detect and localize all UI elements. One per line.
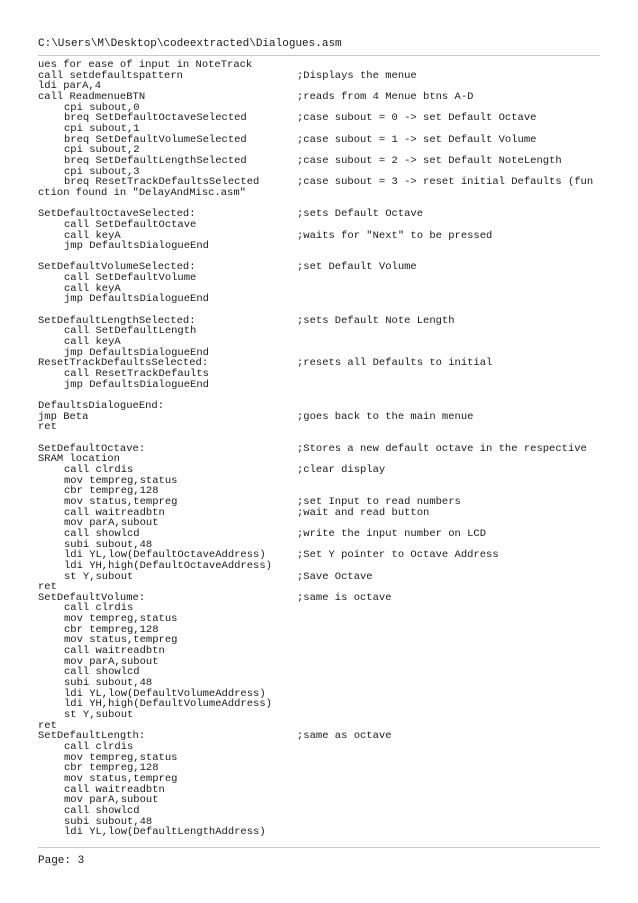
code-comment: ;case subout = 2 -> set Default NoteLength: [297, 154, 562, 167]
code-comment: ;set Default Volume: [297, 261, 417, 274]
code-comment: ;Stores a new default octave in the respective: [297, 442, 587, 455]
code-listing: [38, 60, 608, 838]
code-text: call clrdis: [64, 602, 134, 615]
code-line: [38, 241, 608, 252]
code-text: mov parA,subout: [64, 517, 159, 530]
code-text: call ReadmenueBTN: [38, 90, 146, 103]
code-text: ction found in "DelayAndMisc.asm": [38, 186, 246, 199]
code-text: ldi parA,4: [38, 80, 102, 93]
code-text: cpi subout,3: [64, 165, 140, 178]
code-comment: ;Set Y pointer to Octave Address: [297, 549, 499, 562]
code-text: SRAM location: [38, 453, 120, 466]
code-comment: ;case subout = 3 -> reset initial Defaults (fun: [297, 176, 594, 189]
code-text: call keyA: [64, 336, 121, 349]
code-text: call waitreadbtn: [64, 645, 165, 658]
code-comment: ;wait and read button: [297, 506, 430, 519]
code-text: mov parA,subout: [64, 655, 159, 668]
code-comment: ;write the input number on LCD: [297, 527, 487, 540]
code-text: call setdefaultspattern: [38, 69, 183, 82]
code-text: mov tempreg,status: [64, 613, 178, 626]
code-text: mov tempreg,status: [64, 474, 178, 487]
code-line: [38, 71, 608, 82]
code-text: breq SetDefaultVolumeSelected: [64, 133, 247, 146]
code-text: cbr tempreg,128: [64, 485, 159, 498]
code-line: [38, 412, 608, 423]
code-comment: ;goes back to the main menue: [297, 410, 474, 423]
code-line: [38, 497, 608, 508]
code-line: [38, 572, 608, 583]
code-text: DefaultsDialogueEnd:: [38, 400, 165, 412]
code-text: breq SetDefaultLengthSelected: [64, 154, 247, 167]
code-text: SetDefaultOctaveSelected:: [38, 208, 196, 221]
code-line: [38, 529, 608, 540]
code-text: mov status,tempreg: [64, 495, 178, 508]
code-comment: ;resets all Defaults to initial: [297, 357, 493, 370]
code-comment: ;case subout = 1 -> set Default Volume: [297, 133, 537, 146]
code-text: jmp DefaultsDialogueEnd: [64, 240, 209, 253]
code-text: call waitreadbtn: [64, 506, 165, 519]
code-text: ldi YL,low(DefaultLengthAddress): [64, 826, 266, 839]
code-text: ldi YL,low(DefaultOctaveAddress): [64, 549, 266, 562]
code-line: [38, 827, 608, 838]
code-line: [38, 422, 608, 433]
code-text: call clrdis: [64, 463, 134, 476]
code-text: ret: [38, 421, 57, 434]
code-line: [38, 561, 608, 572]
code-text: cpi subout,2: [64, 144, 140, 157]
code-text: jmp DefaultsDialogueEnd: [64, 378, 209, 391]
code-text: jmp DefaultsDialogueEnd: [64, 293, 209, 306]
code-text: cpi subout,1: [64, 122, 140, 135]
code-text: ldi YL,low(DefaultVolumeAddress): [64, 687, 266, 700]
code-line: [38, 294, 608, 305]
code-comment: ;waits for "Next" to be pressed: [297, 229, 493, 242]
code-text: cbr tempreg,128: [64, 623, 159, 636]
code-line: [38, 710, 608, 721]
code-comment: ;case subout = 0 -> set Default Octave: [297, 112, 537, 125]
code-text: ldi YH,high(DefaultVolumeAddress): [64, 698, 272, 711]
code-text: st Y,subout: [64, 709, 134, 722]
code-comment: ;same is octave: [297, 591, 392, 604]
code-text: SetDefaultLength:: [38, 730, 146, 743]
code-text: ues for ease of input in NoteTrack: [38, 59, 253, 71]
code-comment: ;Displays the menue: [297, 69, 417, 82]
code-text: SetDefaultVolume:: [38, 591, 146, 604]
code-comment: ;sets Default Octave: [297, 208, 424, 221]
code-text: ResetTrackDefaultsSelected:: [38, 357, 209, 370]
code-text: call showlcd: [64, 804, 140, 817]
code-text: call keyA: [64, 229, 121, 242]
code-text: mov status,tempreg: [64, 634, 178, 647]
code-text: jmp DefaultsDialogueEnd: [64, 346, 209, 359]
code-line: [38, 380, 608, 391]
code-text: mov parA,subout: [64, 794, 159, 807]
code-line: [38, 273, 608, 284]
code-text: subi subout,48: [64, 538, 153, 551]
page-header-file-path: C:\Users\M\Desktop\codeextracted\Dialogues.asm: [38, 38, 342, 50]
code-text: st Y,subout: [64, 570, 134, 583]
code-text: breq ResetTrackDefaultsSelected: [64, 176, 260, 189]
code-line: [38, 220, 608, 231]
code-text: SetDefaultVolumeSelected:: [38, 261, 196, 274]
code-text: call showlcd: [64, 527, 140, 540]
code-comment: ;set Input to read numbers: [297, 495, 461, 508]
code-comment: ;clear display: [297, 463, 386, 476]
code-line: [38, 156, 608, 167]
code-text: SetDefaultLengthSelected:: [38, 314, 196, 327]
code-comment: ;Save Octave: [297, 570, 373, 583]
code-text: ldi YH,high(DefaultOctaveAddress): [64, 559, 272, 572]
code-text: call ResetTrackDefaults: [64, 368, 209, 381]
header-divider: [38, 55, 600, 56]
code-line: [38, 465, 608, 476]
code-text: call clrdis: [64, 741, 134, 753]
code-text: ret: [38, 719, 57, 732]
code-line: [38, 806, 608, 817]
footer-divider: [38, 847, 600, 848]
code-text: call SetDefaultOctave: [64, 218, 197, 231]
code-text: call SetDefaultVolume: [64, 272, 197, 285]
code-comment: ;reads from 4 Menue btns A-D: [297, 90, 474, 103]
code-text: jmp Beta: [38, 410, 89, 423]
code-text: subi subout,48: [64, 677, 153, 690]
code-comment: ;sets Default Note Length: [297, 314, 455, 327]
code-text: cbr tempreg,128: [64, 762, 159, 775]
code-line: [38, 188, 608, 199]
code-comment: ;same as octave: [297, 730, 392, 743]
code-text: ret: [38, 581, 57, 594]
code-text: mov tempreg,status: [64, 751, 178, 764]
code-line: [38, 124, 608, 135]
code-line: [38, 326, 608, 337]
code-text: subi subout,48: [64, 815, 153, 828]
code-text: breq SetDefaultOctaveSelected: [64, 112, 247, 125]
code-text: SetDefaultOctave:: [38, 442, 146, 455]
code-text: call keyA: [64, 282, 121, 295]
code-text: call SetDefaultLength: [64, 325, 197, 338]
code-text: cpi subout,0: [64, 101, 140, 114]
page-number: Page: 3: [38, 855, 85, 867]
code-text: call waitreadbtn: [64, 783, 165, 796]
code-text: call showlcd: [64, 666, 140, 679]
code-text: mov status,tempreg: [64, 772, 178, 785]
code-line: [38, 444, 608, 455]
